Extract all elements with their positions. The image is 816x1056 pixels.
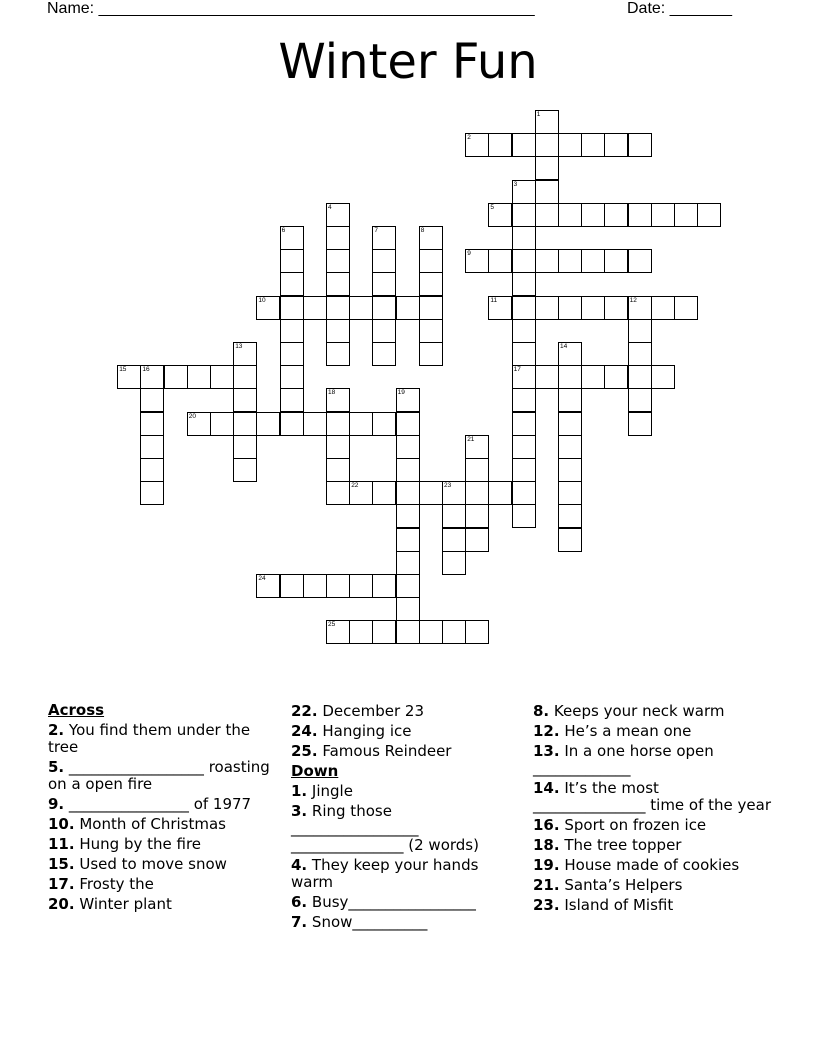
crossword-cell[interactable] — [512, 226, 536, 250]
crossword-cell[interactable] — [233, 458, 257, 482]
crossword-cell[interactable] — [581, 365, 605, 389]
cell-number: 5 — [490, 203, 495, 211]
crossword-cell[interactable] — [628, 296, 652, 320]
crossword-cell[interactable] — [280, 342, 304, 366]
crossword-cell[interactable] — [512, 365, 536, 389]
crossword-cell[interactable] — [396, 620, 420, 644]
crossword-cell[interactable] — [512, 272, 536, 296]
crossword-cell[interactable] — [697, 203, 721, 227]
crossword-cell[interactable] — [233, 412, 257, 436]
crossword-cell[interactable] — [558, 296, 582, 320]
clue-across-25: 25. Famous Reindeer — [291, 742, 452, 760]
crossword-cell[interactable] — [326, 574, 350, 598]
clue-down-13: 13. In a one horse open _____________ — [533, 742, 714, 777]
crossword-cell[interactable] — [512, 504, 536, 528]
crossword-cell[interactable] — [488, 249, 512, 273]
crossword-cell[interactable] — [651, 296, 675, 320]
crossword-cell[interactable] — [210, 365, 234, 389]
crossword-cell[interactable] — [419, 319, 443, 343]
clues-column-1 — [48, 700, 270, 916]
crossword-cell[interactable] — [512, 296, 536, 320]
crossword-cell[interactable] — [280, 412, 304, 436]
crossword-cell[interactable] — [396, 481, 420, 505]
crossword-cell[interactable] — [396, 412, 420, 436]
crossword-cell[interactable] — [256, 296, 280, 320]
crossword-cell[interactable] — [280, 388, 304, 412]
cell-number: 17 — [513, 366, 521, 374]
cell-number: 18 — [328, 389, 336, 397]
crossword-cell[interactable] — [558, 504, 582, 528]
crossword-cell[interactable] — [604, 296, 628, 320]
clue-down-18: 18. The tree topper — [533, 836, 682, 854]
crossword-cell[interactable] — [349, 620, 373, 644]
crossword-cell[interactable] — [465, 620, 489, 644]
crossword-cell[interactable] — [372, 481, 396, 505]
clue-across-2: 2. You find them under the tree — [48, 721, 251, 756]
crossword-cell[interactable] — [326, 296, 350, 320]
crossword-cell[interactable] — [442, 481, 466, 505]
crossword-cell[interactable] — [372, 296, 396, 320]
crossword-cell[interactable] — [512, 388, 536, 412]
crossword-cell[interactable] — [372, 412, 396, 436]
crossword-cell[interactable] — [535, 203, 559, 227]
crossword-cell[interactable] — [396, 504, 420, 528]
crossword-cell[interactable] — [535, 365, 559, 389]
cell-number: 22 — [351, 482, 359, 490]
cell-number: 10 — [258, 296, 266, 304]
crossword-cell[interactable] — [256, 574, 280, 598]
across-heading: Across — [48, 701, 105, 719]
crossword-cell[interactable] — [442, 504, 466, 528]
crossword-cell[interactable] — [326, 620, 350, 644]
crossword-cell[interactable] — [558, 528, 582, 552]
clue-across-10: 10. Month of Christmas — [48, 815, 226, 833]
crossword-cell[interactable] — [187, 365, 211, 389]
crossword-cell[interactable] — [628, 412, 652, 436]
crossword-cell[interactable] — [465, 504, 489, 528]
crossword-cell[interactable] — [604, 133, 628, 157]
crossword-cell[interactable] — [164, 365, 188, 389]
crossword-cell[interactable] — [280, 296, 304, 320]
crossword-cell[interactable] — [372, 342, 396, 366]
crossword-cell[interactable] — [581, 203, 605, 227]
crossword-cell[interactable] — [349, 481, 373, 505]
crossword-cell[interactable] — [140, 388, 164, 412]
crossword-cell[interactable] — [419, 342, 443, 366]
cell-number: 23 — [444, 482, 452, 490]
crossword-cell[interactable] — [326, 203, 350, 227]
crossword-cell[interactable] — [604, 249, 628, 273]
crossword-cell[interactable] — [674, 296, 698, 320]
cell-number: 11 — [490, 296, 498, 304]
clue-down-1: 1. Jingle — [291, 782, 353, 800]
cell-number: 25 — [328, 621, 336, 629]
clue-across-22: 22. December 23 — [291, 702, 424, 720]
clues-column-3 — [533, 700, 771, 917]
page-title: Winter Fun — [278, 34, 538, 90]
crossword-cell[interactable] — [488, 296, 512, 320]
crossword-cell[interactable] — [465, 481, 489, 505]
crossword-cell[interactable] — [419, 226, 443, 250]
crossword-cell[interactable] — [396, 435, 420, 459]
crossword-cell[interactable] — [628, 319, 652, 343]
clue-across-11: 11. Hung by the fire — [48, 835, 202, 853]
crossword-cell[interactable] — [465, 133, 489, 157]
crossword-cell[interactable] — [303, 296, 327, 320]
cell-number: 12 — [629, 296, 637, 304]
crossword-cell[interactable] — [140, 412, 164, 436]
clue-down-3: 3. Ring those _________________ _______________ (2 words) — [291, 802, 479, 854]
crossword-cell[interactable] — [535, 133, 559, 157]
crossword-cell[interactable] — [140, 481, 164, 505]
clue-down-12: 12. He’s a mean one — [533, 722, 692, 740]
cell-number: 19 — [397, 389, 405, 397]
crossword-cell[interactable] — [512, 203, 536, 227]
crossword-cell[interactable] — [280, 365, 304, 389]
crossword-cell[interactable] — [349, 574, 373, 598]
crossword-cell[interactable] — [396, 388, 420, 412]
cell-number: 1 — [536, 111, 541, 118]
crossword-cell[interactable] — [280, 249, 304, 273]
crossword-cell[interactable] — [628, 249, 652, 273]
crossword-cell[interactable] — [442, 528, 466, 552]
date-field[interactable]: Date: _______ — [627, 0, 732, 17]
crossword-cell[interactable] — [604, 365, 628, 389]
crossword-cell[interactable] — [326, 481, 350, 505]
clue-down-14: 14. It’s the most _______________ time of the year — [533, 779, 772, 814]
clues-column-2 — [291, 700, 513, 934]
crossword-cell[interactable] — [326, 435, 350, 459]
crossword-cell[interactable] — [349, 412, 373, 436]
clue-across-20: 20. Winter plant — [48, 895, 172, 913]
crossword-cell[interactable] — [558, 133, 582, 157]
clue-across-5: 5. __________________ roasting on a open fire — [48, 758, 270, 793]
crossword-cell[interactable] — [372, 226, 396, 250]
crossword-cell[interactable] — [326, 272, 350, 296]
cell-number: 21 — [467, 435, 475, 443]
crossword-cell[interactable] — [396, 597, 420, 621]
crossword-cell[interactable] — [465, 528, 489, 552]
crossword-cell[interactable] — [558, 388, 582, 412]
crossword-cell[interactable] — [187, 412, 211, 436]
crossword-cell[interactable] — [512, 249, 536, 273]
crossword-cell[interactable] — [396, 528, 420, 552]
crossword-cell[interactable] — [558, 365, 582, 389]
crossword-cell[interactable] — [558, 458, 582, 482]
crossword-cell[interactable] — [512, 458, 536, 482]
crossword-cell[interactable] — [233, 342, 257, 366]
clue-across-15: 15. Used to move snow — [48, 855, 227, 873]
crossword-cell[interactable] — [488, 133, 512, 157]
crossword-cell[interactable] — [419, 620, 443, 644]
cell-number: 2 — [467, 134, 471, 142]
crossword-cell[interactable] — [558, 249, 582, 273]
clue-across-17: 17. Frosty the — [48, 875, 154, 893]
crossword-cell[interactable] — [326, 458, 350, 482]
crossword-cell[interactable] — [581, 249, 605, 273]
clue-across-9: 9. ________________ of 1977 — [48, 795, 252, 813]
crossword-cell[interactable] — [419, 296, 443, 320]
crossword-cell[interactable] — [512, 412, 536, 436]
crossword-cell[interactable] — [465, 458, 489, 482]
crossword-cell[interactable] — [372, 319, 396, 343]
crossword-cell[interactable] — [512, 342, 536, 366]
name-field[interactable]: Name: _________________________________________________ — [47, 0, 535, 17]
crossword-cell[interactable] — [581, 133, 605, 157]
crossword-cell[interactable] — [396, 296, 420, 320]
crossword-cell[interactable] — [140, 435, 164, 459]
crossword-cell[interactable] — [628, 133, 652, 157]
crossword-cell[interactable] — [326, 342, 350, 366]
cell-number: 3 — [513, 180, 518, 188]
crossword-cell[interactable] — [419, 272, 443, 296]
down-heading: Down — [291, 762, 339, 780]
crossword-cell[interactable] — [488, 481, 512, 505]
crossword-cell[interactable] — [280, 574, 304, 598]
crossword-cell[interactable] — [512, 180, 536, 204]
crossword-cell[interactable] — [233, 365, 257, 389]
clue-down-19: 19. House made of cookies — [533, 856, 740, 874]
crossword-cell[interactable] — [326, 412, 350, 436]
crossword-cell[interactable] — [535, 156, 559, 180]
cell-number: 4 — [328, 203, 332, 211]
cell-number: 15 — [119, 366, 127, 374]
crossword-cell[interactable] — [326, 226, 350, 250]
crossword-cell[interactable] — [442, 551, 466, 575]
clue-down-7: 7. Snow__________ — [291, 913, 428, 931]
crossword-cell[interactable] — [558, 435, 582, 459]
crossword-cell[interactable] — [512, 435, 536, 459]
crossword-cell[interactable] — [558, 481, 582, 505]
crossword-cell[interactable] — [488, 203, 512, 227]
crossword-cell[interactable] — [372, 574, 396, 598]
cell-number: 6 — [281, 227, 286, 234]
cell-number: 13 — [235, 343, 243, 350]
crossword-cell[interactable] — [233, 388, 257, 412]
crossword-cell[interactable] — [558, 203, 582, 227]
crossword-cell[interactable] — [396, 551, 420, 575]
crossword-cell[interactable] — [326, 388, 350, 412]
crossword-cell[interactable] — [326, 319, 350, 343]
crossword-cell[interactable] — [674, 203, 698, 227]
clue-down-21: 21. Santa’s Helpers — [533, 876, 683, 894]
cell-number: 7 — [374, 227, 379, 234]
crossword-cell[interactable] — [535, 180, 559, 204]
crossword-cell[interactable] — [628, 365, 652, 389]
crossword-cell[interactable] — [117, 365, 141, 389]
cell-number: 9 — [467, 250, 471, 258]
crossword-cell[interactable] — [558, 342, 582, 366]
crossword-cell[interactable] — [372, 620, 396, 644]
clue-down-4: 4. They keep your hands warm — [291, 856, 479, 891]
crossword-cell[interactable] — [512, 319, 536, 343]
crossword-cell[interactable] — [140, 458, 164, 482]
crossword-cell[interactable] — [303, 412, 327, 436]
cell-number: 14 — [560, 343, 568, 350]
crossword-cell[interactable] — [140, 365, 164, 389]
crossword-cell[interactable] — [326, 249, 350, 273]
crossword-cell[interactable] — [442, 620, 466, 644]
clue-across-24: 24. Hanging ice — [291, 722, 412, 740]
crossword-cell[interactable] — [628, 388, 652, 412]
crossword-cell[interactable] — [419, 481, 443, 505]
crossword-cell[interactable] — [233, 435, 257, 459]
crossword-cell[interactable] — [535, 249, 559, 273]
cell-number: 24 — [258, 575, 266, 582]
clue-down-23: 23. Island of Misfit — [533, 896, 674, 914]
crossword-cell[interactable] — [349, 296, 373, 320]
crossword-cell[interactable] — [535, 296, 559, 320]
crossword-cell[interactable] — [628, 342, 652, 366]
crossword-cell[interactable] — [280, 319, 304, 343]
crossword-cell[interactable] — [628, 203, 652, 227]
crossword-cell[interactable] — [581, 296, 605, 320]
crossword-cell[interactable] — [396, 458, 420, 482]
crossword-cell[interactable] — [210, 412, 234, 436]
crossword-cell[interactable] — [535, 110, 559, 134]
cell-number: 16 — [142, 366, 150, 374]
crossword-cell[interactable] — [465, 249, 489, 273]
crossword-cell[interactable] — [303, 574, 327, 598]
clue-down-8: 8. Keeps your neck warm — [533, 702, 725, 720]
cell-number: 8 — [420, 227, 425, 234]
clue-down-6: 6. Busy_________________ — [291, 893, 476, 911]
crossword-cell[interactable] — [280, 272, 304, 296]
crossword-cell[interactable] — [558, 412, 582, 436]
crossword-cell[interactable] — [280, 226, 304, 250]
crossword-cell[interactable] — [604, 203, 628, 227]
crossword-cell[interactable] — [512, 133, 536, 157]
crossword-cell[interactable] — [465, 435, 489, 459]
crossword-cell[interactable] — [651, 203, 675, 227]
cell-number: 20 — [188, 412, 197, 420]
crossword-cell[interactable] — [396, 574, 420, 598]
crossword-cell[interactable] — [419, 249, 443, 273]
clue-down-16: 16. Sport on frozen ice — [533, 816, 707, 834]
crossword-cell[interactable] — [372, 249, 396, 273]
crossword-cell[interactable] — [372, 272, 396, 296]
crossword-cell[interactable] — [651, 365, 675, 389]
crossword-cell[interactable] — [256, 412, 280, 436]
crossword-cell[interactable] — [512, 481, 536, 505]
